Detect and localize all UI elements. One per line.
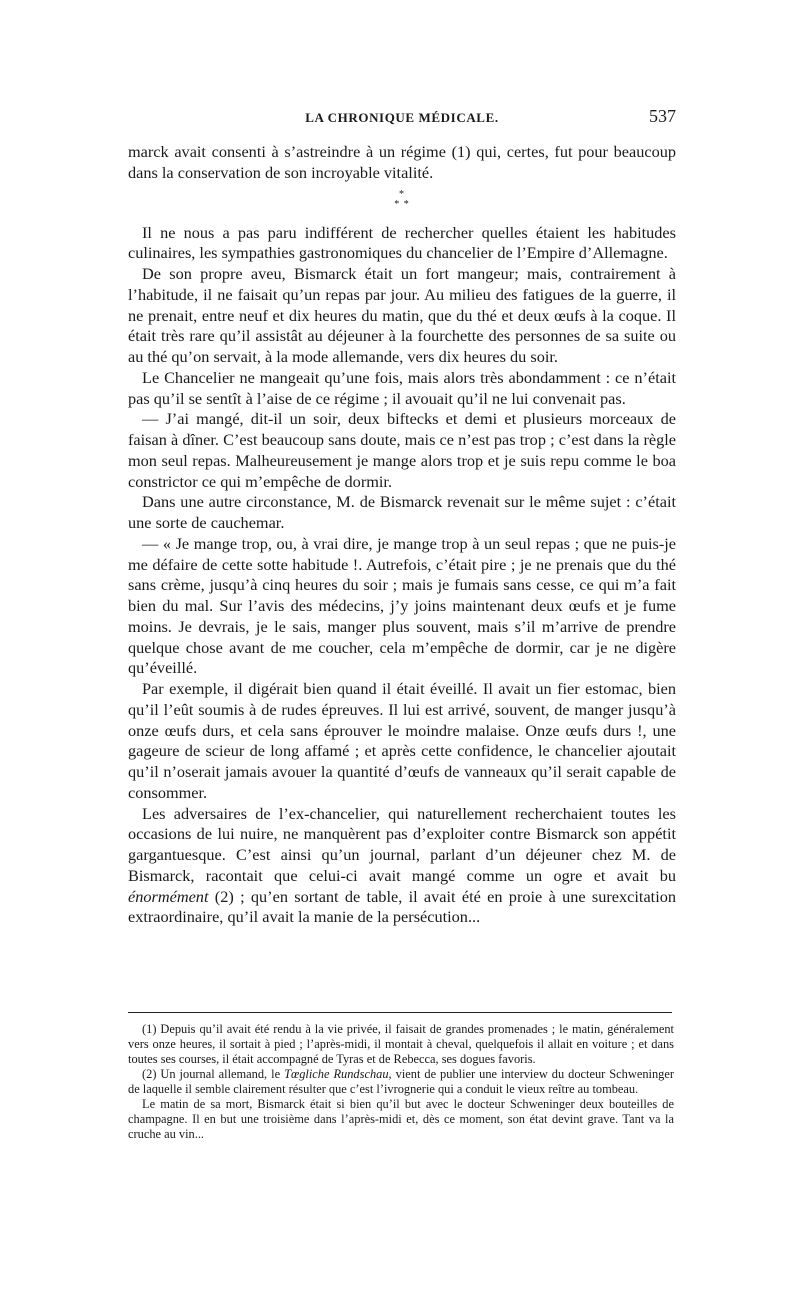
paragraph-continued: marck avait consenti à s’astreindre à un régime (1) qui, certes, fut pour beaucoup dans la conservation de son incroyable vitalité. [128, 142, 676, 182]
paragraph: Le Chancelier ne mangeait qu’une fois, mais alors très abondamment : ce n’était pas qu’il se sentît à l’aise de ce régime ; il avouait qu’il ne lui convenait pas. [128, 367, 676, 408]
footnotes [128, 1022, 674, 1142]
paragraph-text: (2) ; qu’en sortant de table, il avait été en proie à une surexcitation extraordinaire, qu’il avait la manie de la persécution... [128, 886, 676, 927]
paragraph: De son propre aveu, Bismarck était un fort mangeur; mais, contrairement à l’habitude, il ne faisait qu’un repas par jour. Au milieu des fatigues de la guerre, il ne prenait, entre neuf et dix heures du matin, que du thé et deux œufs à la coque. Il était très rare qu’il assistât au déjeuner à la fourchette des personnes de sa suite ou au thé qu’on servait, à la mode allemande, vers dix heures du soir. [128, 264, 676, 366]
page-number: 537 [649, 106, 676, 126]
footnote-2-continued: Le matin de sa mort, Bismarck était si bien qu’il but avec le docteur Schweninger deux bouteilles de champagne. Il en but une troisième dans l’après-midi et, dès ce moment, son état devint grave. Tant va la cruche au vin... [128, 1097, 674, 1141]
paragraph-text: Les adversaires de l’ex-chancelier, qui naturellement recherchaient toutes les occasions de lui nuire, ne manquèrent pas d’exploiter contre Bismarck son appétit gargantuesque. C’est ainsi qu’un journal, parlant d’un déjeuner chez M. de Bismarck, racontait que celui-ci avait mangé comme un ogre et avait bu [128, 803, 676, 885]
paragraph: — « Je mange trop, ou, à vrai dire, je mange trop à un seul repas ; que ne puis-je me défaire de cette sotte habitude !. Autrefois, c’était pire ; je ne prenais que du thé sans crème, jusqu’à cinq heures du soir ; mais je fumais sans cesse, ce qui m’a fait bien du mal. Sur l’avis des médecins, j’y joins maintenant deux œufs et je fume moins. Je devrais, je le sais, manger plus souvent, mais s’il m’arrive de prendre quelque chose avant de me coucher, cela m’empêche de dormir, car je ne digère qu’éveillé. [128, 533, 676, 678]
newspaper-title: Tœgliche Rundschau, [284, 1067, 392, 1081]
paragraph: — J’ai mangé, dit-il un soir, deux biftecks et demi et plusieurs morceaux de faisan à dîner. C’est beaucoup sans doute, mais ce n’est pas trop ; c’est dans la règle mon seul repas. Malheureusement je mange alors trop et je suis repu comme le boa constrictor ce qui m’empêche de dormir. [128, 409, 676, 491]
asterism-top: * [399, 188, 405, 200]
footnote-1: (1) Depuis qu’il avait été rendu à la vie privée, il faisait de grandes promenades ; le matin, généralement vers onze heures, il sortait à pied ; l’après-midi, il montait à cheval, quelquefois il allait en voiture ; et dans toutes ses courses, il était accompagné de Tyras et de Rebecca, ses dogues favoris. [128, 1022, 674, 1066]
asterism-separator [128, 190, 676, 210]
footnote-text: (2) Un journal allemand, le [142, 1067, 285, 1081]
page-header [128, 106, 676, 130]
paragraph: Dans une autre circonstance, M. de Bismarck revenait sur le même sujet : c’était une sorte de cauchemar. [128, 492, 676, 532]
footnote-rule [128, 1012, 672, 1013]
main-text [128, 142, 676, 928]
running-title: LA CHRONIQUE MÉDICALE. [305, 110, 499, 125]
paragraph [128, 804, 676, 929]
paragraph: Par exemple, il digérait bien quand il était éveillé. Il avait un fier estomac, bien qu’il l’eût soumis à de rudes épreuves. Il lui est arrivé, souvent, de manger jusqu’à onze œufs durs, et cela sans éprouver le moindre malaise. Onze œufs durs !, une gageure de scieur de long affamé ; et après cette confidence, le chancelier ajoutait qu’il n’oserait jamais avouer la quantité d’œufs de vanneaux qu’il serait capable de consommer. [128, 679, 676, 802]
paragraph: Il ne nous a pas paru indifférent de rechercher quelles étaient les habitudes culinaires, les sympathies gastronomiques du chancelier de l’Empire d’Allemagne. [128, 222, 676, 263]
footnote-text: vient de publier une interview du docteur Schweninger de laquelle il semble clairement résulter que c’est l’ivrognerie qui a conduit le vieux reître au tombeau. [128, 1067, 674, 1096]
footnote-2 [128, 1067, 674, 1097]
emphasis-text: énormément [128, 886, 209, 906]
asterism-bottom: * * [394, 198, 410, 210]
